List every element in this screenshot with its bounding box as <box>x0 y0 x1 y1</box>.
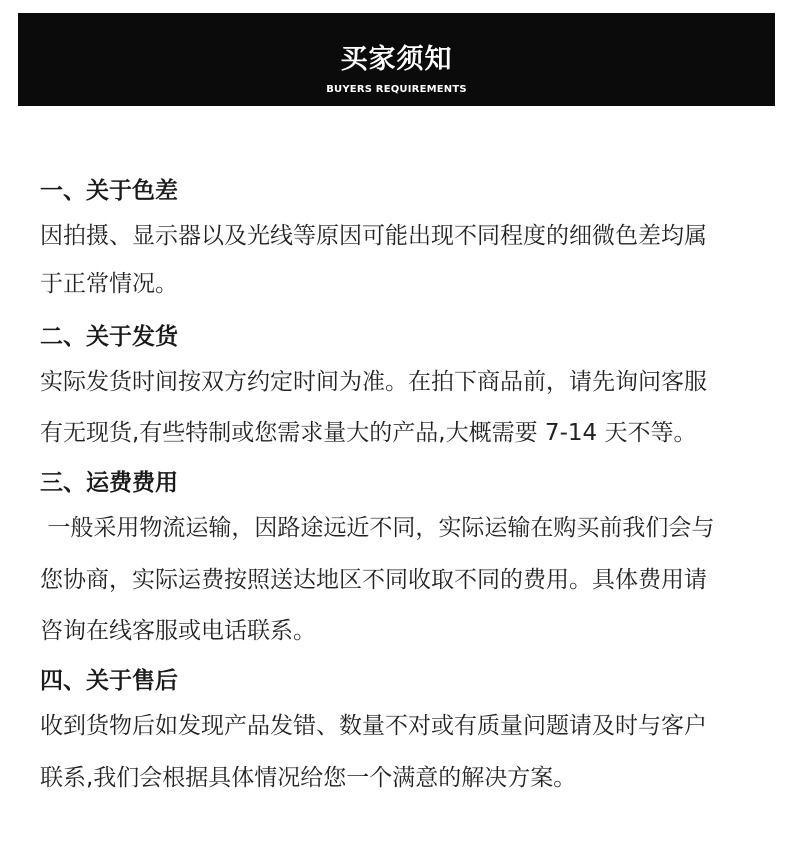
section-heading: 二、关于发货 <box>40 324 178 350</box>
section-line: 实际发货时间按双方约定时间为准。在拍下商品前，请先询问客服 <box>40 369 707 395</box>
section-freight <box>40 464 770 656</box>
section-line: 因拍摄、显示器以及光线等原因可能出现不同程度的细微色差均属 <box>40 223 707 249</box>
section-line: 于正常情况。 <box>40 271 178 297</box>
section-heading: 三、运费费用 <box>40 470 178 496</box>
section-color-difference <box>40 172 770 306</box>
section-line: 有无现货,有些特制或您需求量大的产品,大概需要 7-14 天不等。 <box>40 420 697 446</box>
section-line: 咨询在线客服或电话联系。 <box>40 618 316 644</box>
notice-content <box>40 172 770 804</box>
section-line: 联系,我们会根据具体情况给您一个满意的解决方案。 <box>40 765 577 791</box>
section-line: 您协商，实际运费按照送达地区不同收取不同的费用。具体费用请 <box>40 567 707 593</box>
section-after-sales <box>40 662 770 804</box>
banner-subtitle: BUYERS REQUIREMENTS <box>326 84 467 95</box>
section-heading: 一、关于色差 <box>40 178 178 204</box>
banner-title: 买家须知 <box>340 44 453 75</box>
section-line: 一般采用物流运输，因路途远近不同，实际运输在购买前我们会与 <box>40 515 715 541</box>
section-shipping <box>40 318 770 458</box>
section-heading: 四、关于售后 <box>40 668 178 694</box>
section-line: 收到货物后如发现产品发错、数量不对或有质量问题请及时与客户 <box>40 713 707 739</box>
header-banner <box>18 13 775 106</box>
